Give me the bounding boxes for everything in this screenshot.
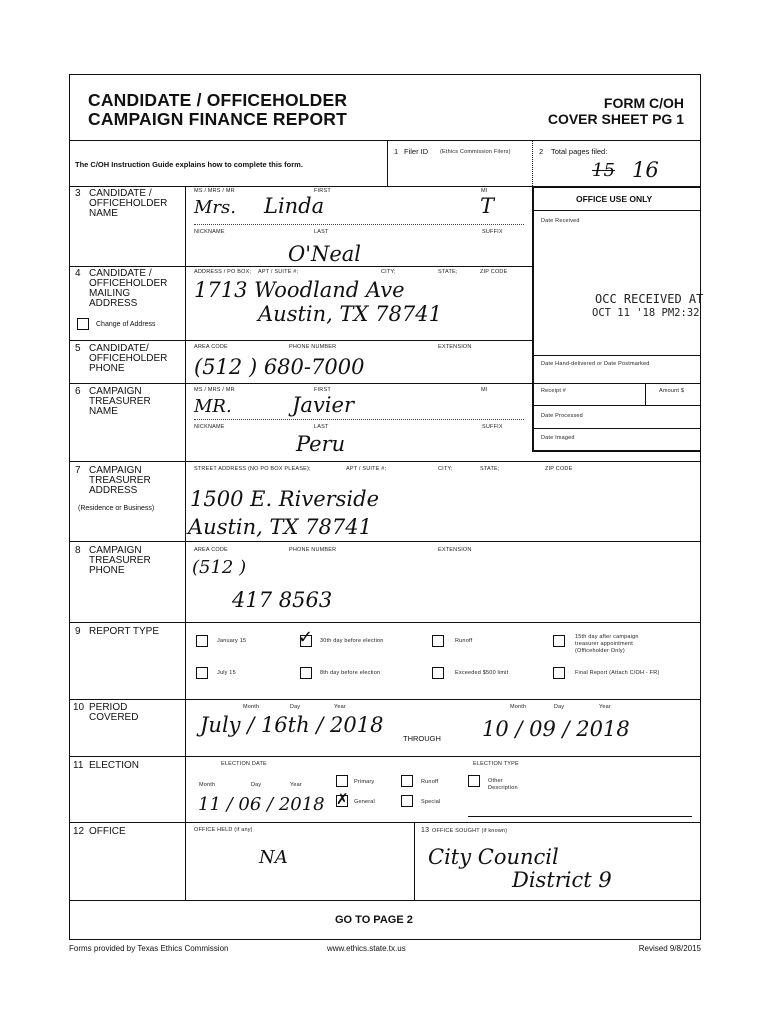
s12-office-held-label: OFFICE HELD (if any) — [194, 827, 253, 833]
section5-num: 5 — [75, 343, 81, 354]
report-type-january15-checkbox[interactable] — [196, 635, 208, 647]
total-pages-num: 2 — [539, 147, 544, 156]
section11-num: 11 — [73, 760, 84, 771]
s6-nickname-label: NICKNAME — [194, 424, 225, 430]
cover-sheet-label: COVER SHEET PG 1 — [547, 111, 684, 127]
s3-ms-value: Mrs. — [194, 197, 236, 218]
election-other-label: Other — [488, 778, 503, 784]
section7-label-2: TREASURER — [89, 475, 151, 486]
office-use-title: OFFICE USE ONLY — [576, 194, 653, 204]
s4-apt-label: APT / SUITE #; — [258, 269, 299, 275]
filer-id-label: Filer ID — [404, 147, 429, 156]
section10-label-2: COVERED — [89, 712, 139, 723]
report-type-exceeded-checkbox[interactable] — [432, 667, 444, 679]
section5-label-3: PHONE — [89, 363, 125, 374]
report-type-8th-day-label: 8th day before election — [320, 670, 381, 676]
s3-first-value: Linda — [264, 194, 325, 218]
election-runoff-checkbox[interactable] — [401, 775, 413, 787]
s7-zip-label: ZIP CODE — [545, 466, 573, 472]
s4-address-line1: 1713 Woodland Ave — [194, 278, 405, 302]
section7-num: 7 — [75, 465, 81, 476]
section11-label: ELECTION — [89, 760, 140, 771]
section8-label-2: TREASURER — [89, 555, 151, 566]
s3-ms-label: MS / MRS / MR — [194, 188, 235, 194]
footer-revised: Revised 9/8/2015 — [638, 944, 701, 953]
election-general-check-icon: ✗ — [336, 790, 349, 808]
s8-area-label: AREA CODE — [194, 547, 228, 553]
amount-label: Amount $ — [659, 388, 685, 394]
s10-to-day-label: Day — [554, 704, 565, 710]
s3-nickname-label: NICKNAME — [194, 229, 225, 235]
section9-label: REPORT TYPE — [89, 626, 160, 637]
s11-year-label: Year — [290, 782, 302, 788]
section8-num: 8 — [75, 545, 81, 556]
section4-label-3: MAILING — [89, 288, 131, 299]
section5-label-2: OFFICEHOLDER — [89, 353, 168, 364]
s3-last-label: LAST — [314, 229, 329, 235]
election-primary-checkbox[interactable] — [336, 775, 348, 787]
section7-label-3: ADDRESS — [89, 485, 138, 496]
section8-label-1: CAMPAIGN — [89, 545, 142, 556]
report-type-runoff-checkbox[interactable] — [432, 635, 444, 647]
form-title-line2: CAMPAIGN FINANCE REPORT — [88, 109, 347, 129]
s3-first-label: FIRST — [314, 188, 331, 194]
s7-state-label: STATE; — [480, 466, 500, 472]
s6-last-value: Peru — [296, 432, 346, 456]
section4-label-1: CANDIDATE / — [89, 268, 152, 279]
election-special-label: Special — [421, 799, 441, 805]
s5-phone-label: PHONE NUMBER — [289, 344, 337, 350]
s10-to-value: 10 / 09 / 2018 — [482, 717, 630, 741]
s4-address-label: ADDRESS / PO BOX; — [194, 269, 252, 275]
filer-id-sub: (Ethics Commission Filers) — [440, 149, 511, 155]
go-to-page-2: GO TO PAGE 2 — [335, 914, 413, 926]
s4-address-line2: Austin, TX 78741 — [258, 302, 442, 326]
received-stamp-line1: OCC RECEIVED AT — [595, 292, 704, 306]
s3-suffix-label: SUFFIX — [482, 229, 503, 235]
hand-delivered-label: Date Hand-delivered or Date Postmarked — [541, 361, 650, 367]
s8-phone-label: PHONE NUMBER — [289, 547, 337, 553]
report-type-july15-label: July 15 — [217, 670, 236, 676]
s4-zip-label: ZIP CODE — [480, 269, 508, 275]
s11-day-label: Day — [251, 782, 262, 788]
date-imaged-label: Date Imaged — [541, 435, 575, 441]
filer-id-num: 1 — [394, 147, 399, 156]
s13-office-sought-label: OFFICE SOUGHT (if known) — [432, 828, 508, 834]
s10-from-day-label: Day — [290, 704, 301, 710]
s7-street-label: STREET ADDRESS (NO PO BOX PLEASE); — [194, 466, 311, 472]
section9-num: 9 — [75, 626, 81, 637]
s6-ms-label: MS / MRS / MR — [194, 387, 235, 393]
footer-url: www.ethics.state.tx.us — [327, 944, 406, 953]
report-type-officeholder-label: (Officeholder Only) — [575, 648, 625, 654]
report-type-treasurer-label: treasurer appointment — [575, 641, 634, 647]
date-received-label: Date Received — [541, 218, 580, 224]
section12-label: OFFICE — [89, 826, 126, 837]
report-type-final-label: Final Report (Attach C/OH - FR) — [575, 670, 660, 676]
s10-through-label: THROUGH — [403, 734, 441, 743]
s11-date-label: ELECTION DATE — [221, 761, 267, 767]
report-type-30th-day-check-icon: ✓ — [298, 627, 314, 648]
section6-label-3: NAME — [89, 406, 118, 417]
section4-label-4: ADDRESS — [89, 298, 138, 309]
s5-ext-label: EXTENSION — [438, 344, 472, 350]
section4-num: 4 — [75, 268, 81, 279]
change-of-address-label: Change of Address — [96, 321, 156, 328]
election-primary-label: Primary — [354, 779, 375, 785]
section8-label-3: PHONE — [89, 565, 125, 576]
s10-from-year-label: Year — [334, 704, 346, 710]
section10-label-1: PERIOD — [89, 702, 128, 713]
s10-to-year-label: Year — [599, 704, 611, 710]
s5-area-label: AREA CODE — [194, 344, 228, 350]
section3-label-3: NAME — [89, 208, 118, 219]
report-type-final-checkbox[interactable] — [553, 667, 565, 679]
total-pages-struck: 15 — [592, 160, 615, 181]
section7-sub: (Residence or Business) — [78, 505, 155, 512]
total-pages-label: Total pages filed: — [551, 147, 608, 156]
report-type-8th-day-checkbox[interactable] — [300, 667, 312, 679]
received-stamp-line2: OCT 11 '18 PM2:32 — [592, 307, 700, 319]
report-type-january15-label: January 15 — [217, 638, 247, 644]
change-of-address-checkbox[interactable] — [77, 318, 89, 330]
s7-city-label: CITY; — [438, 466, 453, 472]
section3-label-2: OFFICEHOLDER — [89, 198, 168, 209]
s11-date-value: 11 / 06 / 2018 — [198, 794, 325, 815]
s8-ext-label: EXTENSION — [438, 547, 472, 553]
s7-address-line2: Austin, TX 78741 — [188, 515, 372, 539]
election-other-checkbox[interactable] — [468, 775, 480, 787]
s8-phone-value: 417 8563 — [232, 588, 333, 612]
section5-label-1: CANDIDATE/ — [89, 343, 149, 354]
section4-label-2: OFFICEHOLDER — [89, 278, 168, 289]
s13-office-sought-line1: City Council — [428, 845, 559, 869]
receipt-label: Receipt # — [541, 388, 567, 394]
s8-area-value: (512 ) — [192, 557, 247, 578]
section10-num: 10 — [73, 702, 85, 713]
section6-label-2: TREASURER — [89, 396, 151, 407]
s6-mi-label: MI — [481, 387, 488, 393]
s12-office-held-value: NA — [259, 847, 288, 868]
report-type-15th-day-label: 15th day after campaign — [575, 634, 639, 640]
footer-provided: Forms provided by Texas Ethics Commission — [69, 944, 229, 953]
s10-to-month-label: Month — [510, 704, 527, 710]
s6-suffix-label: SUFFIX — [482, 424, 503, 430]
s10-from-value: July / 16th / 2018 — [200, 713, 384, 737]
s7-apt-label: APT / SUITE #; — [346, 466, 387, 472]
section6-label-1: CAMPAIGN — [89, 386, 142, 397]
s3-last-value: O'Neal — [288, 242, 362, 266]
s3-mi-value: T — [480, 194, 495, 218]
s6-first-value: Javier — [292, 393, 354, 417]
report-type-runoff-label: Runoff — [455, 638, 473, 644]
s4-city-label: CITY; — [381, 269, 396, 275]
form-title-line1: CANDIDATE / OFFICEHOLDER — [88, 90, 348, 110]
s6-first-label: FIRST — [314, 387, 331, 393]
s7-address-line1: 1500 E. Riverside — [190, 487, 380, 511]
s11-month-label: Month — [199, 782, 216, 788]
section6-num: 6 — [75, 386, 81, 397]
date-processed-label: Date Processed — [541, 413, 583, 419]
s13-office-sought-line2: District 9 — [512, 868, 612, 892]
s11-type-label: ELECTION TYPE — [473, 761, 519, 767]
section12-num: 12 — [73, 826, 85, 837]
election-special-checkbox[interactable] — [401, 795, 413, 807]
report-type-treasurer-appointment-checkbox[interactable] — [553, 635, 565, 647]
s6-last-label: LAST — [314, 424, 329, 430]
section13-num: 13 — [421, 827, 430, 834]
election-general-label: General — [354, 799, 375, 805]
s5-phone-value: (512 ) 680-7000 — [194, 355, 365, 379]
s3-mi-label: MI — [481, 188, 488, 194]
s4-state-label: STATE; — [438, 269, 458, 275]
form-code: FORM C/OH — [603, 95, 684, 111]
election-description-label: Description — [488, 785, 518, 791]
report-type-exceeded-label: Exceeded $500 limit — [455, 670, 509, 676]
total-pages-value: 16 — [632, 158, 659, 182]
report-type-july15-checkbox[interactable] — [196, 667, 208, 679]
election-runoff-label: Runoff — [421, 779, 439, 785]
section7-label-1: CAMPAIGN — [89, 465, 142, 476]
section3-num: 3 — [75, 188, 81, 199]
s10-from-month-label: Month — [243, 704, 260, 710]
s6-ms-value: MR. — [194, 396, 232, 417]
report-type-30th-day-label: 30th day before election — [320, 638, 384, 644]
section3-label-1: CANDIDATE / — [89, 188, 152, 199]
instruction-text: The C/OH Instruction Guide explains how to complete this form. — [75, 160, 303, 169]
